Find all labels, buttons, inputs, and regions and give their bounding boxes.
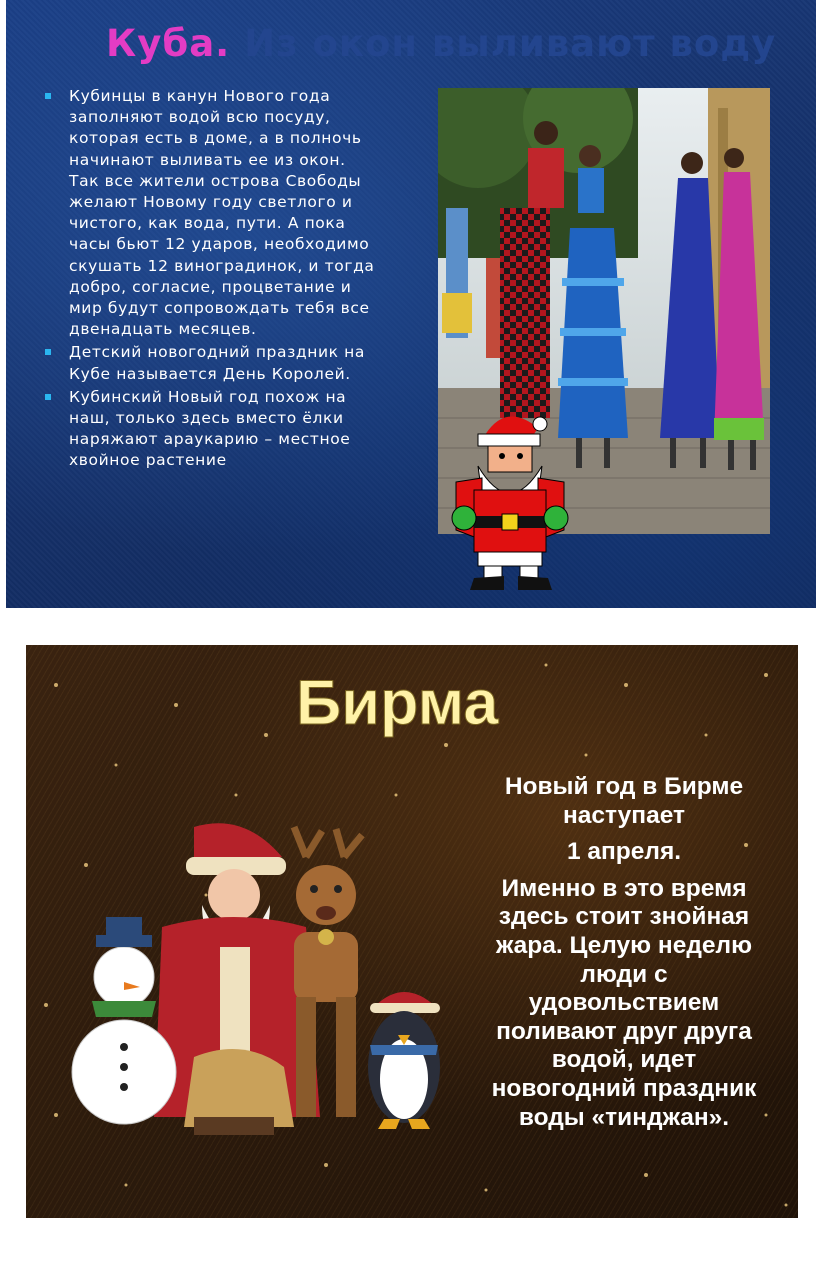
- bullet-square-icon: [45, 93, 51, 99]
- slide-burma: [26, 645, 798, 1218]
- bullet-item: [42, 342, 422, 384]
- text-line: жара. Целую неделю: [495, 931, 752, 959]
- text-line: Именно в это время: [501, 874, 747, 902]
- reindeer-icon: [294, 827, 362, 1117]
- text-line: водой, идет: [551, 1046, 697, 1074]
- text-line: поливают друг друга: [496, 1017, 752, 1045]
- santa-pixel-icon: [434, 400, 570, 590]
- text-line: 1 апреля.: [566, 838, 682, 866]
- text-line: люди с: [580, 960, 668, 988]
- slide-cuba: [6, 0, 816, 608]
- slide-title: Бирма: [296, 668, 499, 738]
- bullet-text: Кубинский Новый год похож на наш, только здесь вместо ёлки наряжают араукарию – местное хвойное растение: [69, 387, 351, 470]
- title-subtitle: Из окон выливают воду: [244, 22, 777, 65]
- penguin-icon: [368, 992, 440, 1129]
- bullet-item: [42, 387, 422, 472]
- text-line: наступает: [562, 801, 685, 829]
- title-country: Куба.: [106, 22, 231, 65]
- bullet-square-icon: [45, 394, 51, 400]
- text-line: удовольствием: [528, 989, 720, 1017]
- bullet-list: [42, 86, 422, 474]
- slide-body-text: [454, 773, 794, 1132]
- bullet-text: Детский новогодний праздник на Кубе называется День Королей.: [69, 343, 365, 383]
- text-line: новогодний праздник: [491, 1074, 757, 1102]
- text-line: здесь стоит знойная: [498, 903, 750, 931]
- bullet-item: [42, 86, 422, 340]
- bullet-text: Кубинцы в канун Нового года заполняют водой всю посуду, которая есть в доме, а в полночь начинают выливать ее из окон. Так все жители острова Свободы желают Новому году светлого и чистого, как вода, пути. А пока часы бьют 12 ударов, необходимо скушать 12 виноградинок, и тогда добро, согласие, процветание и мир будут сопровождать тебя все двенадцать месяцев.: [69, 87, 375, 339]
- slide-title: [106, 22, 776, 65]
- text-line: Новый год в Бирме: [504, 773, 744, 800]
- text-line: воды «тинджан».: [518, 1103, 730, 1131]
- christmas-characters-clipart: [44, 817, 464, 1147]
- bullet-square-icon: [45, 349, 51, 355]
